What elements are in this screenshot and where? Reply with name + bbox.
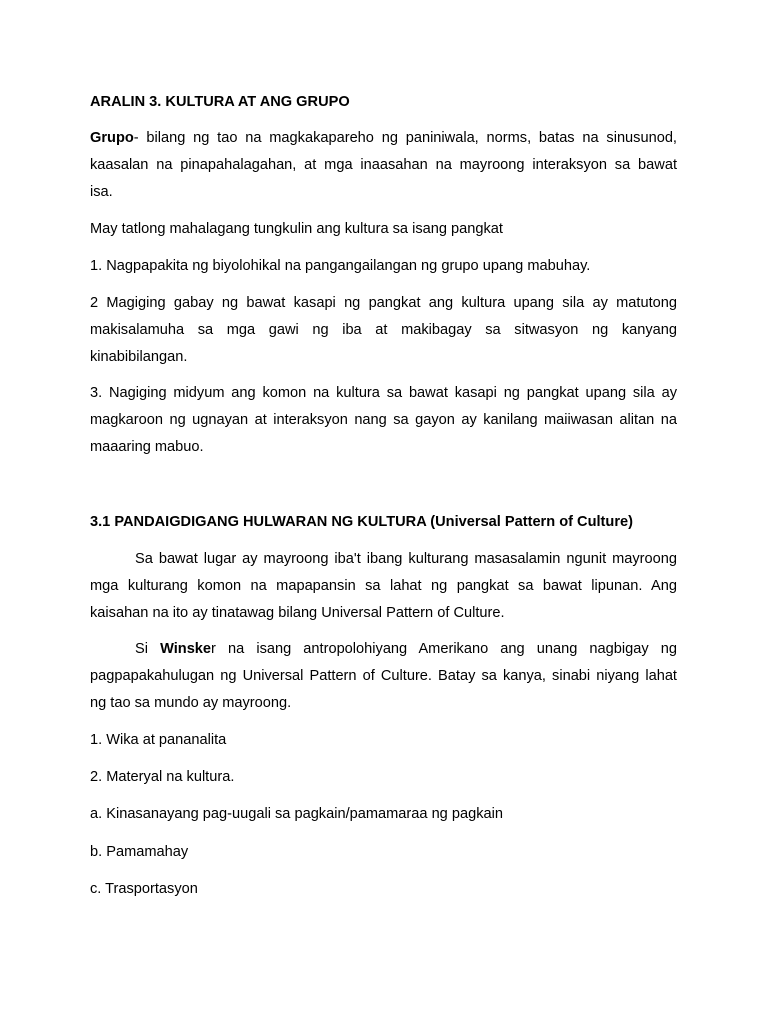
paragraph-2-line-1 (90, 636, 677, 663)
paragraph-2-line-1-rest: r na isang antropolohiyang Amerikano ang unang nagbigay ng (211, 641, 677, 657)
paragraph-2-line-3: ng tao sa mundo ay mayroong. (90, 695, 292, 711)
function-item-2-line-1: 2 Magiging gabay ng bawat kasapi ng pangkat ang kultura upang sila ay matutong (90, 295, 677, 311)
list-item: c. Trasportasyon (90, 881, 198, 897)
paragraph-2-line-2: pagpapakahulugan ng Universal Pattern of Culture. Batay sa kanya, sinabi niyang lahat (90, 668, 677, 684)
grupo-definition-line-3: isa. (90, 184, 113, 200)
list-item: 2. Materyal na kultura. (90, 769, 235, 785)
lesson-heading: ARALIN 3. KULTURA AT ANG GRUPO (90, 94, 350, 110)
grupo-definition-line-1 (90, 125, 677, 152)
function-item-2-line-2: makisalamuha sa mga gawi ng iba at makibagay sa sitwasyon ng kanyang (90, 322, 677, 338)
function-item-1: 1. Nagpapakita ng biyolohikal na pangangailangan ng grupo upang mabuhay. (90, 258, 591, 274)
list-item: b. Pamamahay (90, 844, 189, 860)
paragraph-1-line-2: mga kulturang komon na mapapansin sa lahat ng pangkat sa bawat lipunan. Ang (90, 578, 677, 594)
function-item-3-line-2: magkaroon ng ugnayan at interaksyon nang sa gayon ay kanilang maiiwasan alitan na (90, 412, 677, 428)
list-item: 1. Wika at pananalita (90, 732, 227, 748)
function-item-3-line-3: maaaring mabuo. (90, 439, 204, 455)
list-item: a. Kinasanayang pag-uugali sa pagkain/pamamaraa ng pagkain (90, 806, 503, 822)
paragraph-1-line-1: Sa bawat lugar ay mayroong iba't ibang kulturang masasalamin ngunit mayroong (135, 551, 677, 567)
grupo-term: Grupo (90, 130, 134, 146)
functions-intro: May tatlong mahalagang tungkulin ang kultura sa isang pangkat (90, 221, 503, 237)
paragraph-1-line-3: kaisahan na ito ay tinatawag bilang Universal Pattern of Culture. (90, 605, 505, 621)
grupo-definition-text: - bilang ng tao na magkakapareho ng paniniwala, norms, batas na sinusunod, (133, 130, 677, 146)
grupo-definition-line-2: kaasalan na pinapahalagahan, at mga inaasahan na mayroong interaksyon sa bawat (90, 157, 677, 173)
winsker-name-bold: Winske (160, 641, 212, 657)
function-item-2-line-3: kinabibilangan. (90, 349, 188, 365)
paragraph-2-si: Si (135, 641, 148, 657)
section-heading: 3.1 PANDAIGDIGANG HULWARAN NG KULTURA (Universal Pattern of Culture) (90, 514, 633, 530)
function-item-3-line-1: 3. Nagiging midyum ang komon na kultura sa bawat kasapi ng pangkat upang sila ay (90, 385, 677, 401)
